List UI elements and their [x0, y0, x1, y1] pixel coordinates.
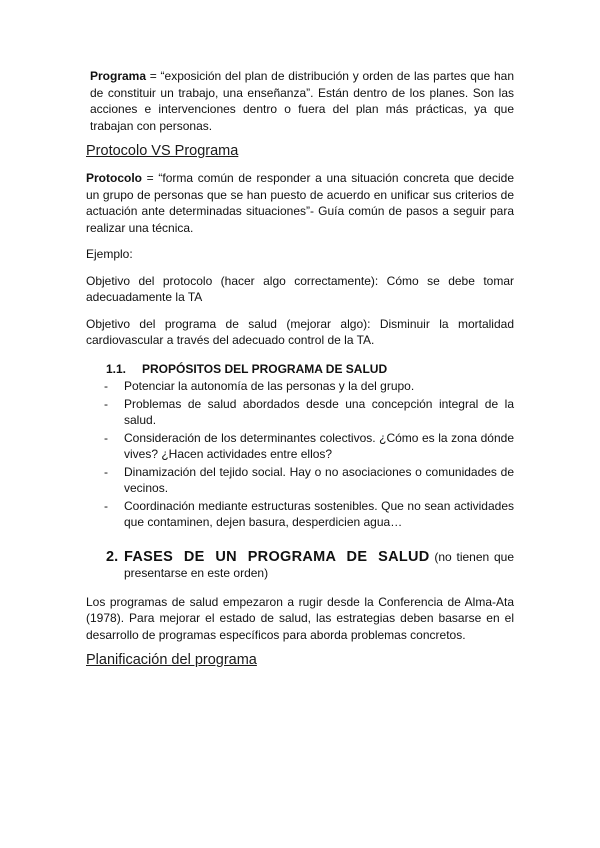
list-item — [86, 396, 514, 429]
list-item-text: Coordinación mediante estructuras sostenibles. Que no sean actividades que contaminen, dejen basura, desperdicien agua… — [124, 498, 514, 529]
heading-protocolo-vs-programa: Protocolo VS Programa — [86, 143, 239, 159]
paragraph-programa-definition — [86, 68, 514, 134]
list-item — [86, 464, 514, 497]
list-item-text: Potenciar la autonomía de las personas y la del grupo. — [124, 379, 415, 393]
dash-bullet: - — [104, 430, 108, 445]
list-item — [86, 378, 514, 395]
document-page — [86, 68, 514, 669]
programa-definition-text: = “exposición del plan de distribución y orden de las partes que han de constituir un trabajo, una enseñanza”. Están dentro de los planes. Son las acciones e intervenciones dentro o fuera del plan más prácticas, ya que trabajan con personas. — [90, 69, 514, 133]
protocolo-definition-text: = “forma común de responder a una situación concreta que decide un grupo de personas que se han puesto de acuerdo en unificar sus criterios de actuación ante determinadas situaciones”- Guía común de pasos a seguir para realizar una técnica. — [86, 171, 514, 235]
dash-bullet: - — [104, 498, 108, 513]
list-item-text: Consideración de los determinantes colectivos. ¿Cómo es la zona dónde vives? ¿Hacen actividades entre ellos? — [124, 430, 514, 461]
term-protocolo: Protocolo — [86, 171, 142, 185]
section-title: FASES DE UN PROGRAMA DE SALUD — [124, 548, 430, 565]
section-2-heading-body — [124, 549, 514, 582]
dash-bullet: - — [104, 396, 108, 411]
purposes-list — [86, 378, 514, 531]
dash-bullet: - — [104, 379, 108, 393]
paragraph-protocolo-definition — [86, 170, 514, 236]
list-item-text: Problemas de salud abordados desde una concepción integral de la salud. — [124, 396, 514, 427]
section-note: (no tienen que presentarse en este orden) — [124, 549, 515, 580]
paragraph-alma-ata: Los programas de salud empezaron a rugir desde la Conferencia de Alma-Ata (1978). Para mejorar el estado de salud, las estrategias deben basarse en el desarrollo de programas específicos para aborda problemas concretos. — [86, 594, 514, 642]
list-item — [86, 430, 514, 463]
section-number: 2. — [106, 548, 119, 565]
dash-bullet: - — [104, 464, 108, 479]
section-title: PROPÓSITOS DEL PROGRAMA DE SALUD — [142, 361, 388, 376]
list-item — [86, 498, 514, 531]
term-programa: Programa — [90, 69, 147, 83]
section-number: 1.1. — [106, 361, 127, 376]
heading-planificacion: Planificación del programa — [86, 652, 257, 668]
section-1-1-heading — [106, 361, 514, 378]
section-2-heading — [106, 549, 514, 582]
objetivo-protocolo: Objetivo del protocolo (hacer algo correctamente): Cómo se debe tomar adecuadamente la TA — [86, 273, 514, 304]
ejemplo-label: Ejemplo: — [86, 247, 133, 261]
objetivo-programa: Objetivo del programa de salud (mejorar algo): Disminuir la mortalidad cardiovascular a través del adecuado control de la TA. — [86, 316, 514, 347]
list-item-text: Dinamización del tejido social. Hay o no asociaciones o comunidades de vecinos. — [124, 464, 514, 495]
